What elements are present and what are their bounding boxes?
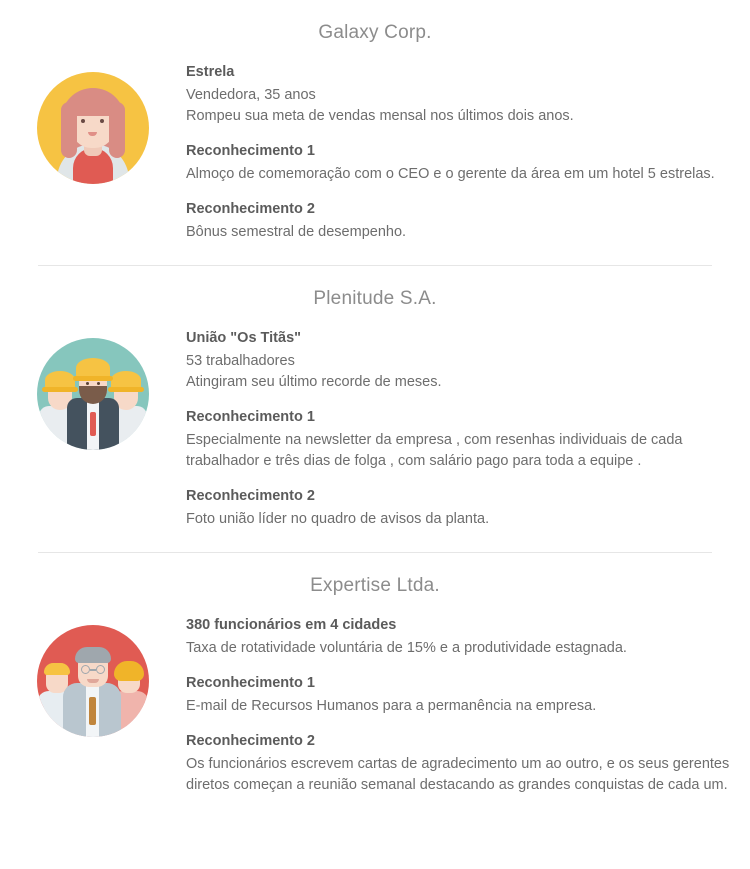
block-heading: Reconhecimento 1: [186, 675, 315, 692]
team-avatar: [37, 625, 149, 737]
tie-icon: [89, 697, 96, 725]
helmet-brim-icon: [42, 387, 78, 392]
section-body: [0, 320, 750, 530]
block-line: Atingiram seu último recorde de meses.: [186, 374, 442, 391]
helmet-icon: [76, 358, 110, 378]
block-line: Foto união líder no quadro de avisos da planta.: [186, 511, 490, 528]
hair-icon: [114, 661, 144, 681]
profile-block: [186, 62, 732, 127]
company-section-expertise: [0, 553, 750, 796]
block-line: 53 trabalhadores: [186, 353, 295, 370]
section-title: Galaxy Corp.: [318, 22, 432, 43]
profile-block: [186, 328, 732, 393]
eye-right-icon: [100, 119, 104, 123]
block-line: Taxa de rotatividade voluntária de 15% e a produtividade estagnada.: [186, 640, 627, 657]
block-line: Almoço de comemoração com o CEO e o gerente da área em um hotel 5 estrelas.: [186, 166, 715, 183]
workers-avatar: [37, 338, 149, 450]
recognition-block-2: [186, 199, 732, 243]
block-heading: Estrela: [186, 64, 235, 80]
eye-left-icon: [81, 119, 85, 123]
hair-right-icon: [109, 102, 125, 158]
company-section-plenitude: [0, 266, 750, 553]
recognition-block-2: [186, 731, 732, 796]
helmet-brim-icon: [108, 387, 144, 392]
avatar-column: [0, 54, 186, 184]
block-line: Bônus semestral de desempenho.: [186, 224, 407, 241]
tie-icon: [90, 412, 96, 436]
hair-icon: [44, 663, 70, 675]
content-column: [186, 320, 750, 530]
section-title: Expertise Ltda.: [310, 575, 440, 597]
block-line: Vendedora, 35 anos: [186, 87, 316, 104]
glasses-bridge-icon: [90, 669, 96, 671]
recognition-block-1: [186, 673, 732, 717]
woman-avatar: [37, 72, 149, 184]
block-line: Especialmente na newsletter da empresa , com resenhas individuais de cada trabalhador e três dias de folga , com salário pago para toda a equipe .: [186, 432, 683, 470]
block-heading: Reconhecimento 2: [186, 201, 315, 218]
block-heading: Reconhecimento 2: [186, 733, 315, 750]
profile-block: [186, 615, 732, 659]
content-column: [186, 54, 750, 243]
section-body: [0, 54, 750, 243]
company-section-galaxy: [0, 0, 750, 266]
block-heading: União "Os Titãs": [186, 330, 302, 347]
hair-left-icon: [61, 102, 77, 158]
hair-icon: [75, 647, 111, 663]
block-heading: Reconhecimento 2: [186, 488, 315, 505]
recognition-block-2: [186, 486, 732, 530]
avatar-column: [0, 607, 186, 737]
recognition-block-1: [186, 407, 732, 472]
content-column: [186, 607, 750, 796]
recognition-block-1: [186, 141, 732, 185]
section-title: Plenitude S.A.: [313, 288, 437, 310]
section-body: [0, 607, 750, 796]
block-heading: Reconhecimento 1: [186, 143, 315, 160]
block-heading: 380 funcionários em 4 cidades: [186, 617, 397, 634]
block-line: Os funcionários escrevem cartas de agradecimento um ao outro, e os seus gerentes diretos começan a reunião semanal destacando as grandes conquistas de cada um.: [186, 756, 730, 794]
block-line: Rompeu sua meta de vendas mensal nos últimos dois anos.: [186, 108, 574, 125]
avatar-column: [0, 320, 186, 450]
helmet-brim-icon: [73, 376, 113, 381]
block-line: E-mail de Recursos Humanos para a permanência na empresa.: [186, 698, 597, 715]
block-heading: Reconhecimento 1: [186, 409, 315, 426]
